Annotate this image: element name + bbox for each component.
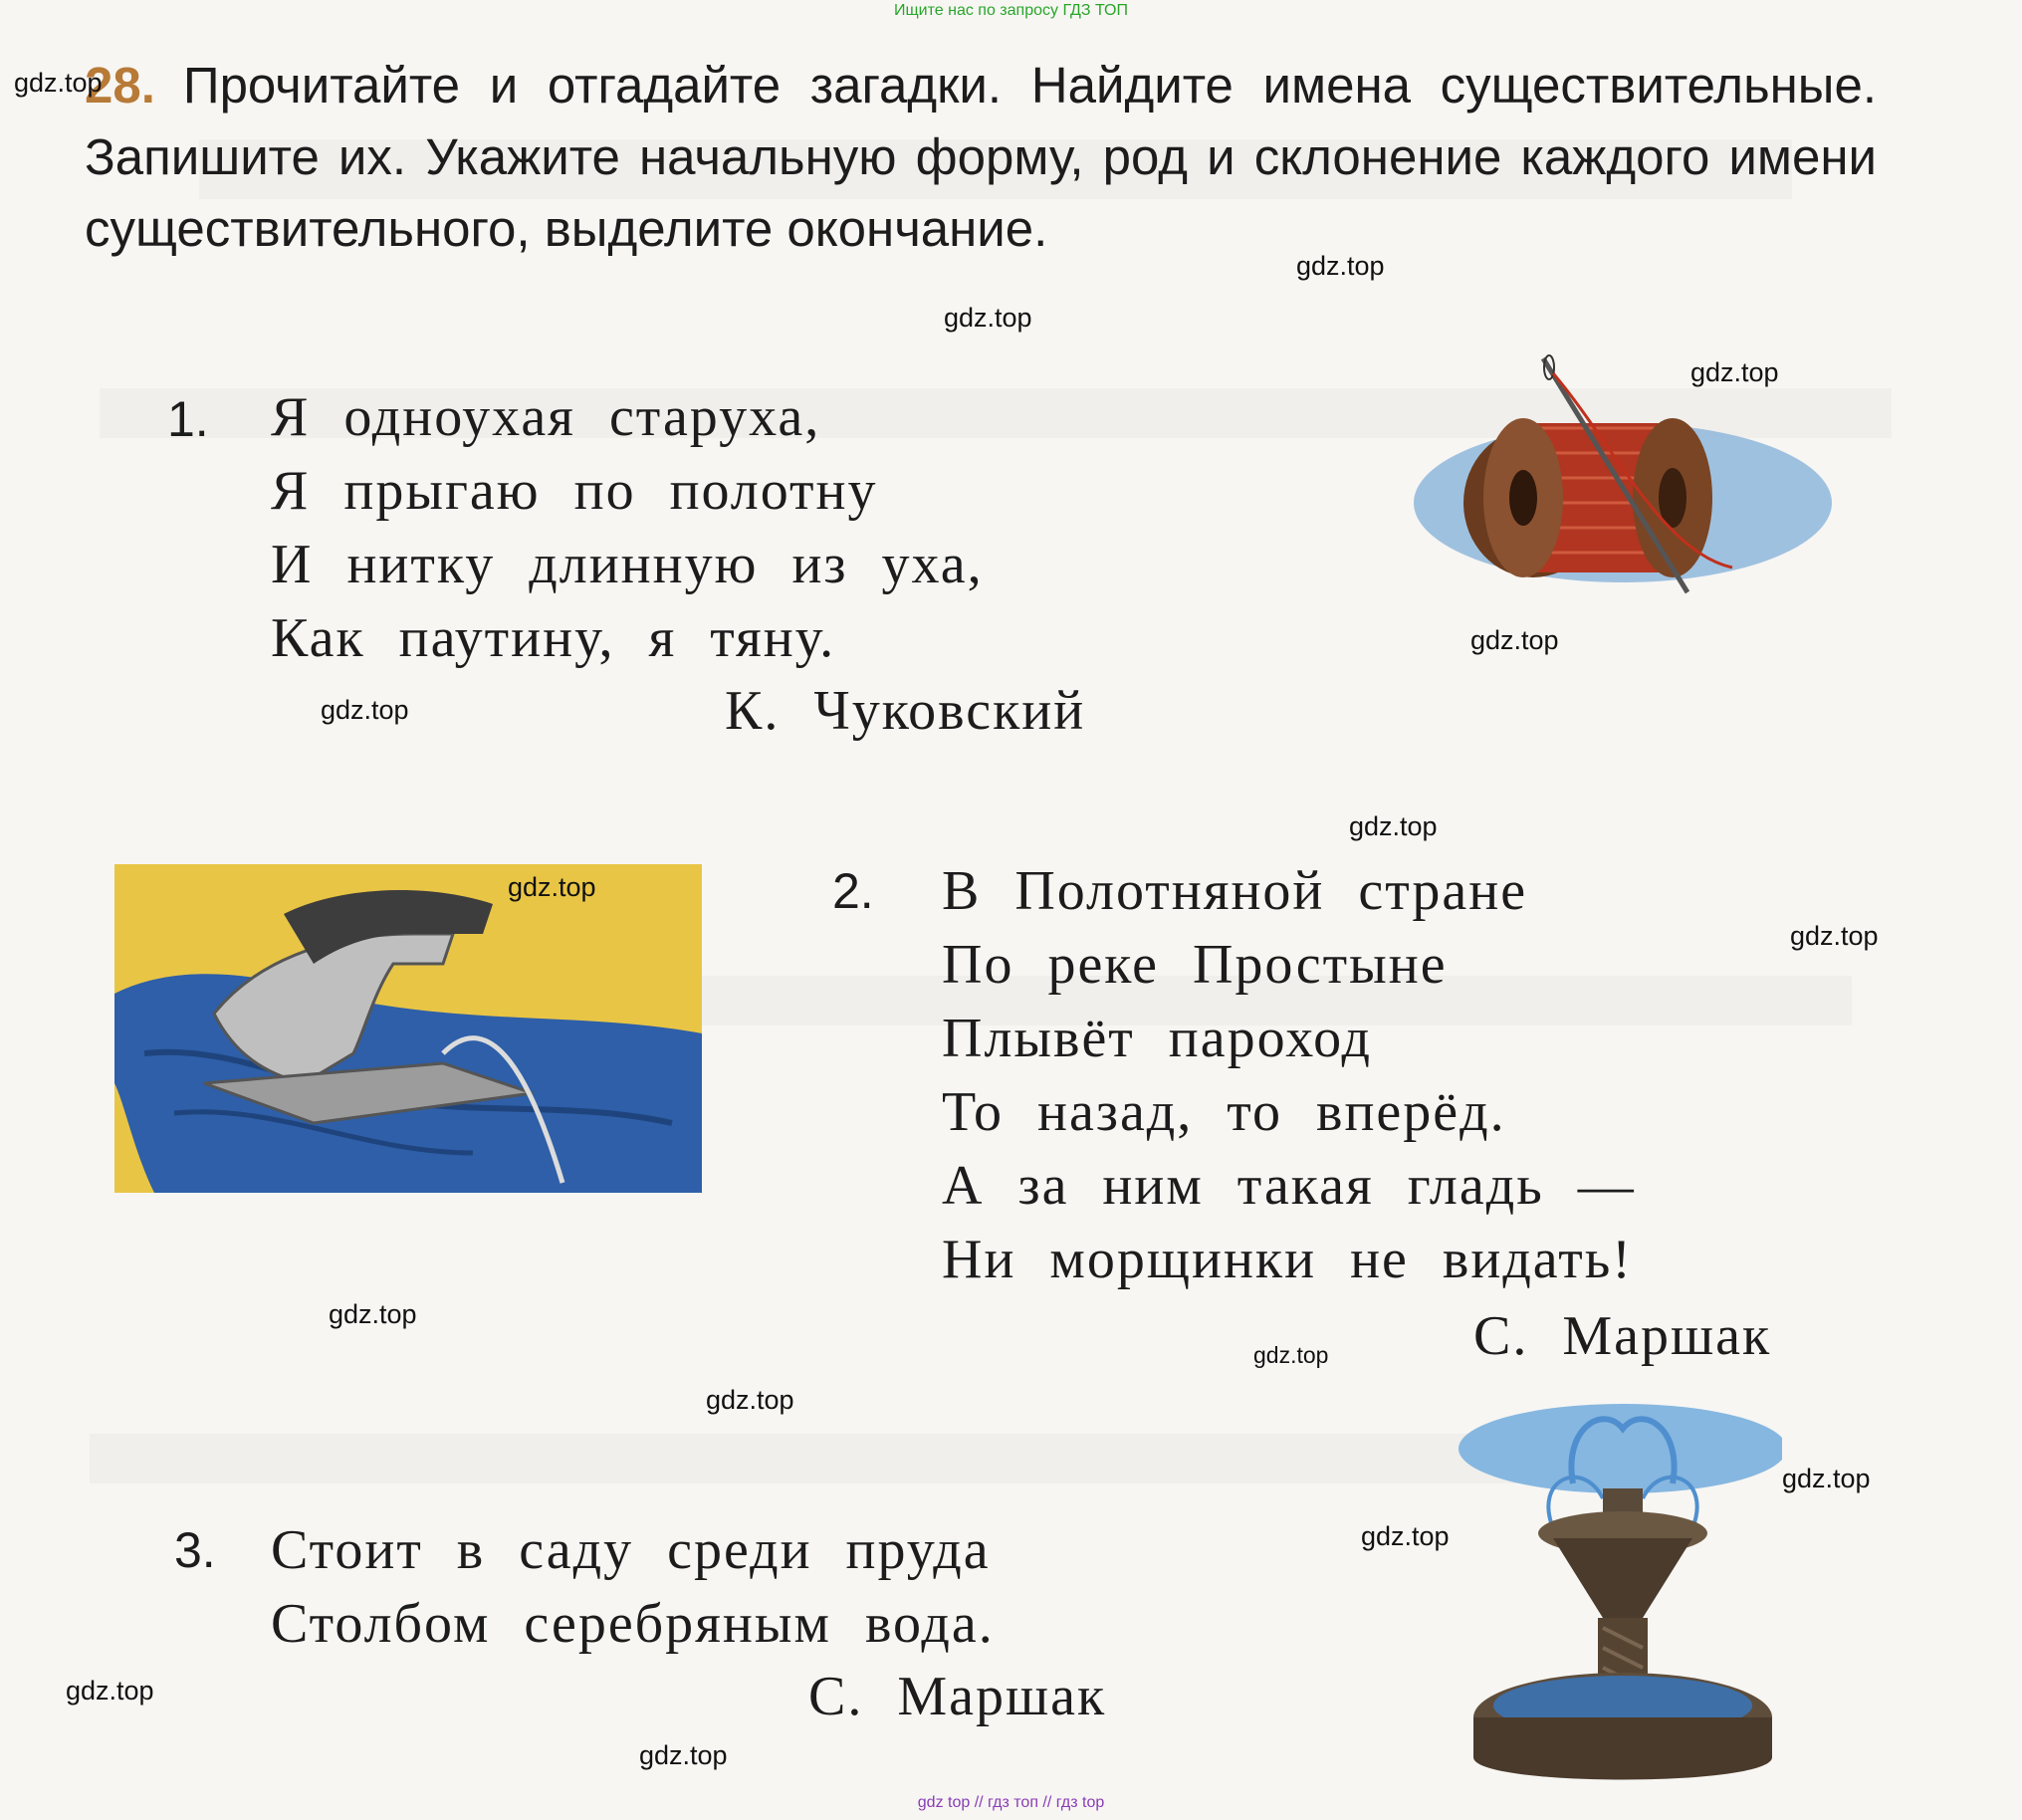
watermark: gdz.top — [508, 872, 596, 902]
poem-line: То назад, то вперёд. — [942, 1081, 1506, 1143]
watermark: gdz.top — [1349, 811, 1438, 841]
watermark: gdz.top — [1690, 357, 1779, 387]
riddle-2-number: 2. — [832, 863, 874, 919]
watermark: gdz.top — [1782, 1464, 1871, 1493]
watermark: gdz.top — [1790, 921, 1879, 951]
watermark: gdz.top — [14, 68, 103, 98]
watermark: gdz.top — [321, 695, 409, 725]
watermark: gdz.top — [706, 1385, 794, 1415]
poem-line: А за ним такая гладь — — [942, 1155, 1636, 1217]
riddle-3-text — [271, 1513, 995, 1661]
watermark: gdz.top — [1253, 1342, 1329, 1368]
riddle-1-text — [271, 380, 984, 675]
poem-line: Я одноухая старуха, — [271, 386, 821, 448]
watermark: gdz.top — [639, 1740, 728, 1770]
task-statement — [85, 50, 1877, 265]
search-banner[interactable]: Ищите нас по запросу ГДЗ ТОП — [894, 2, 1128, 19]
task-number: 28. — [85, 57, 155, 114]
poem-line: И нитку длинную из уха, — [271, 534, 984, 595]
footer-links[interactable]: gdz top // гдз топ // гдз top — [917, 1794, 1105, 1811]
task-text: Прочитайте и отгадайте загадки. Найдите имена существительные. Запишите их. Укажите начальную форму, род и склонение каждого имени существительного, выделите окончание. — [85, 57, 1877, 257]
riddle-3-number: 3. — [174, 1522, 216, 1578]
riddle-1-number: 1. — [167, 391, 209, 447]
riddle-2-author: С. Маршак — [1473, 1305, 1772, 1367]
watermark: gdz.top — [1361, 1521, 1450, 1551]
poem-line: Столбом серебряным вода. — [271, 1593, 995, 1655]
watermark: gdz.top — [1470, 625, 1559, 655]
poem-line: Ни морщинки не видать! — [942, 1229, 1633, 1290]
poem-line: По реке Простыне — [942, 934, 1448, 996]
watermark: gdz.top — [329, 1299, 417, 1329]
poem-line: Плывёт пароход — [942, 1008, 1372, 1069]
fountain-illustration — [1454, 1389, 1782, 1792]
watermark: gdz.top — [944, 303, 1032, 333]
watermark: gdz.top — [1296, 251, 1385, 281]
poem-line: Стоит в саду среди пруда — [271, 1519, 991, 1581]
iron-illustration — [114, 854, 702, 1203]
poem-line: Как паутину, я тяну. — [271, 607, 836, 669]
spool-with-needle-illustration — [1414, 353, 1842, 602]
watermark: gdz.top — [66, 1676, 154, 1706]
riddle-3-author: С. Маршак — [808, 1666, 1107, 1727]
poem-line: Я прыгаю по полотну — [271, 460, 878, 522]
poem-line: В Полотняной стране — [942, 860, 1528, 922]
riddle-1-author: К. Чуковский — [725, 680, 1086, 742]
riddle-2-text — [942, 854, 1636, 1296]
show-through-line — [90, 1434, 1583, 1483]
